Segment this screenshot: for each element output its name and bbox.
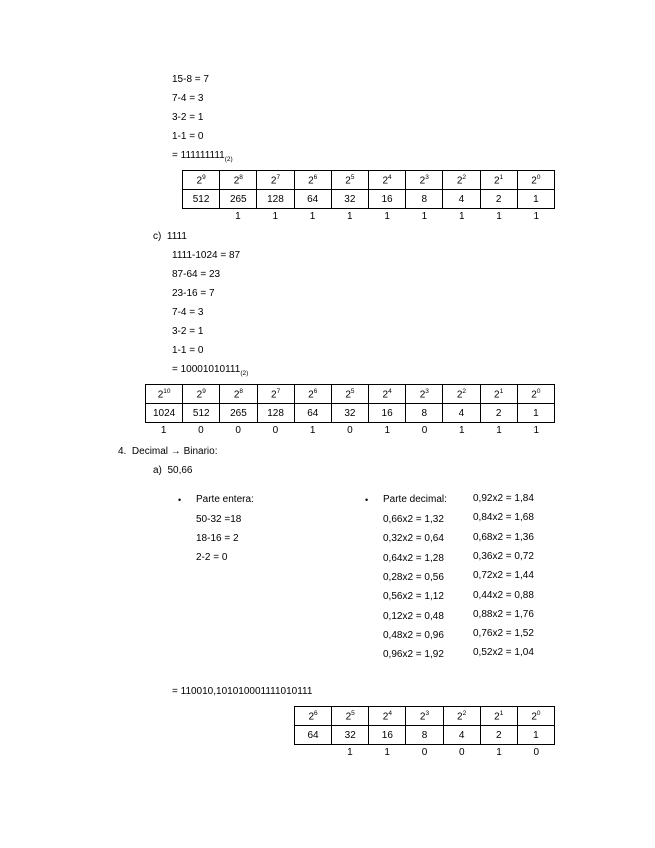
value-cell: 265 xyxy=(220,404,257,423)
bit-digit: 1 xyxy=(309,211,316,222)
power-base: 2 xyxy=(531,175,537,187)
power-cell xyxy=(331,171,368,190)
power-exponent: 4 xyxy=(388,173,392,181)
value-cell: 32 xyxy=(331,190,368,209)
bit-digit xyxy=(294,747,331,758)
value-cell: 64 xyxy=(294,190,331,209)
bit-digit: 1 xyxy=(458,211,465,222)
powers-table xyxy=(145,384,555,423)
power-base: 2 xyxy=(382,711,389,723)
value-cell: 32 xyxy=(331,404,368,423)
power-base: 2 xyxy=(382,389,389,401)
item-value: 1111 xyxy=(166,231,187,242)
value-cell: 4 xyxy=(443,404,480,423)
bit-digit: 0 xyxy=(347,425,353,436)
power-exponent: 2 xyxy=(462,709,467,717)
bit-digit: 1 xyxy=(309,425,316,436)
value-cell: 265 xyxy=(220,190,257,209)
bit-digit: 1 xyxy=(496,747,502,758)
bit-digit: 1 xyxy=(160,425,167,436)
power-cell xyxy=(368,171,405,190)
bit-digit xyxy=(182,211,219,222)
value-cell: 2 xyxy=(480,726,517,745)
calc-line: 1-1 = 0 xyxy=(172,345,204,356)
decimal-step: 0,64x2 = 1,28 xyxy=(383,552,444,564)
calc-line: 15-8 = 7 xyxy=(172,74,209,85)
bit-digit: 1 xyxy=(347,747,353,758)
bits-row xyxy=(182,211,555,222)
power-base: 2 xyxy=(494,175,500,187)
decimal-step: 0,72x2 = 1,44 xyxy=(473,570,534,582)
power-base: 2 xyxy=(157,389,164,401)
power-cell xyxy=(331,385,368,404)
bit-digit: 1 xyxy=(421,211,428,222)
power-exponent: 3 xyxy=(425,709,430,717)
value-cell: 64 xyxy=(294,404,331,423)
bit-digit: 0 xyxy=(421,747,428,758)
calc-line: 50-32 =18 xyxy=(196,514,242,525)
powers-row xyxy=(295,707,555,726)
power-base: 2 xyxy=(457,711,463,723)
power-exponent: 4 xyxy=(388,387,392,395)
calc-line: 7-4 = 3 xyxy=(172,93,204,104)
power-base: 2 xyxy=(271,389,277,401)
item-value: 50,66 xyxy=(167,465,193,476)
calc-line: 18-16 = 2 xyxy=(196,533,239,544)
power-cell xyxy=(480,707,517,726)
decimal-step: 0,76x2 = 1,52 xyxy=(473,628,534,640)
bullet-icon: • xyxy=(365,495,369,505)
value-cell: 4 xyxy=(443,726,480,745)
power-exponent: 0 xyxy=(536,709,541,717)
calc-line: 23-16 = 7 xyxy=(172,288,215,299)
item-c xyxy=(153,231,187,243)
value-cell: 1 xyxy=(517,190,554,209)
power-cell xyxy=(406,171,443,190)
calc-line: 3-2 = 1 xyxy=(172,112,204,123)
section-heading xyxy=(118,446,218,458)
value-cell: 1 xyxy=(517,404,554,423)
item-label: c) xyxy=(153,231,162,242)
bit-digit: 1 xyxy=(235,211,241,222)
power-exponent: 5 xyxy=(351,709,355,717)
bits-row xyxy=(294,747,555,758)
power-base: 2 xyxy=(531,389,537,401)
power-exponent: 6 xyxy=(314,709,318,717)
value-cell: 512 xyxy=(183,190,220,209)
bit-digit: 1 xyxy=(384,747,390,758)
power-cell xyxy=(294,385,331,404)
decimal-step: 0,12x2 = 0,48 xyxy=(383,610,444,622)
power-exponent: 7 xyxy=(276,173,281,181)
power-exponent: 9 xyxy=(202,387,206,395)
power-cell xyxy=(183,385,220,404)
value-cell: 64 xyxy=(295,726,332,745)
value-cell: 16 xyxy=(368,190,405,209)
power-base: 2 xyxy=(270,175,277,187)
calc-line: 7-4 = 3 xyxy=(172,307,204,318)
decimal-step: 0,48x2 = 0,96 xyxy=(383,629,444,641)
item-label: a) xyxy=(153,465,162,476)
power-base: 2 xyxy=(456,175,463,187)
power-exponent: 2 xyxy=(462,387,467,395)
parte-decimal-title: Parte decimal: xyxy=(383,494,447,505)
value-cell: 4 xyxy=(443,190,480,209)
power-base: 2 xyxy=(345,389,351,401)
decimal-step: 0,52x2 = 1,04 xyxy=(473,647,534,659)
bit-digit: 0 xyxy=(198,425,204,436)
calc-line: 87-64 = 23 xyxy=(172,269,221,280)
power-base: 2 xyxy=(345,711,352,723)
calc-line: 1111-1024 = 87 xyxy=(172,250,241,261)
result-base: (2) xyxy=(224,156,233,163)
power-exponent: 8 xyxy=(239,387,244,395)
power-exponent: 5 xyxy=(350,387,355,395)
value-cell: 32 xyxy=(332,726,369,745)
power-base: 2 xyxy=(233,389,240,401)
decimal-step: 0,96x2 = 1,92 xyxy=(383,649,444,661)
value-cell: 1024 xyxy=(146,404,183,423)
power-exponent: 9 xyxy=(202,173,206,181)
powers-table xyxy=(182,170,555,209)
power-cell xyxy=(257,385,294,404)
bit-digit: 0 xyxy=(235,425,241,436)
powers-table xyxy=(294,706,555,745)
parte-entera-title: Parte entera: xyxy=(196,494,254,505)
values-row xyxy=(146,404,555,423)
bit-digit: 1 xyxy=(496,211,502,222)
value-cell: 2 xyxy=(480,404,517,423)
power-cell xyxy=(443,707,480,726)
power-base: 2 xyxy=(345,175,351,187)
section-number: 4. xyxy=(118,446,127,457)
power-base: 2 xyxy=(494,389,500,401)
power-base: 2 xyxy=(308,711,315,723)
calc-line: 1-1 = 0 xyxy=(172,131,204,142)
power-cell xyxy=(406,385,443,404)
decimal-step: 0,44x2 = 0,88 xyxy=(473,589,534,601)
decimal-step: 0,66x2 = 1,32 xyxy=(383,514,444,525)
power-cell xyxy=(220,171,257,190)
section-title: Decimal → Binario: xyxy=(131,446,218,457)
bit-digit: 0 xyxy=(272,425,279,436)
value-cell: 1 xyxy=(517,726,554,745)
decimal-step: 0,84x2 = 1,68 xyxy=(473,512,534,524)
value-cell: 8 xyxy=(406,404,443,423)
item-a xyxy=(153,465,193,477)
power-cell xyxy=(443,385,480,404)
power-base: 2 xyxy=(233,175,240,187)
decimal-step: 0,88x2 = 1,76 xyxy=(473,608,534,620)
bit-digit: 1 xyxy=(347,211,353,222)
power-exponent: 0 xyxy=(536,387,541,395)
power-base: 2 xyxy=(308,175,314,187)
value-cell: 128 xyxy=(257,404,294,423)
result-value: = 111111111 xyxy=(172,150,225,161)
bits-row xyxy=(145,425,555,436)
power-cell xyxy=(480,385,517,404)
power-exponent: 1 xyxy=(499,709,504,717)
power-cell xyxy=(480,171,517,190)
result-line xyxy=(172,364,248,380)
power-exponent: 1 xyxy=(499,173,504,181)
power-base: 2 xyxy=(531,711,537,723)
power-exponent: 6 xyxy=(313,387,318,395)
power-cell xyxy=(517,707,554,726)
power-base: 2 xyxy=(196,175,203,187)
power-base: 2 xyxy=(456,389,463,401)
power-exponent: 8 xyxy=(239,173,243,181)
power-cell xyxy=(517,385,554,404)
bit-digit: 1 xyxy=(533,425,540,436)
power-base: 2 xyxy=(308,389,314,401)
value-cell: 2 xyxy=(480,190,517,209)
power-cell xyxy=(443,171,480,190)
calc-line: 2-2 = 0 xyxy=(196,552,228,563)
power-cell xyxy=(295,707,332,726)
power-cell xyxy=(257,171,294,190)
value-cell: 8 xyxy=(406,190,443,209)
final-result: = 110010,101010001111010111 xyxy=(172,686,313,697)
power-exponent: 0 xyxy=(536,173,541,181)
bit-digit: 1 xyxy=(384,211,390,222)
power-base: 2 xyxy=(382,175,388,187)
result-line xyxy=(172,150,233,166)
power-exponent: 7 xyxy=(276,387,281,395)
bit-digit: 1 xyxy=(272,211,279,222)
power-exponent: 2 xyxy=(462,173,466,181)
powers-row xyxy=(183,171,555,190)
power-cell xyxy=(220,385,257,404)
power-exponent: 1 xyxy=(499,387,504,395)
power-exponent: 3 xyxy=(425,173,429,181)
value-cell: 8 xyxy=(406,726,443,745)
values-row xyxy=(183,190,555,209)
power-base: 2 xyxy=(419,389,426,401)
bullet-icon: • xyxy=(178,495,182,505)
value-cell: 128 xyxy=(257,190,294,209)
power-exponent: 6 xyxy=(313,173,318,181)
power-base: 2 xyxy=(196,389,203,401)
decimal-step: 0,28x2 = 0,56 xyxy=(383,571,444,583)
power-cell xyxy=(146,385,183,404)
bit-digit: 0 xyxy=(533,747,540,758)
bit-digit: 0 xyxy=(458,747,465,758)
bit-digit: 1 xyxy=(533,211,540,222)
bit-digit: 1 xyxy=(384,425,390,436)
power-cell xyxy=(369,707,406,726)
calc-line: 3-2 = 1 xyxy=(172,326,204,337)
power-cell xyxy=(369,385,406,404)
bit-digit: 0 xyxy=(421,425,428,436)
power-exponent: 5 xyxy=(350,173,355,181)
result-base: (2) xyxy=(240,370,249,377)
decimal-step: 0,36x2 = 0,72 xyxy=(473,550,534,562)
power-cell xyxy=(294,171,331,190)
power-base: 2 xyxy=(419,711,426,723)
decimal-step: 0,68x2 = 1,36 xyxy=(473,531,534,543)
values-row xyxy=(295,726,555,745)
power-cell xyxy=(183,171,220,190)
bit-digit: 1 xyxy=(496,425,502,436)
power-base: 2 xyxy=(419,175,426,187)
decimal-step: 0,56x2 = 1,12 xyxy=(383,591,444,603)
value-cell: 16 xyxy=(369,404,406,423)
decimal-step: 0,92x2 = 1,84 xyxy=(473,493,534,504)
power-cell xyxy=(332,707,369,726)
power-exponent: 3 xyxy=(425,387,429,395)
value-cell: 16 xyxy=(369,726,406,745)
result-value: = 10001010111 xyxy=(172,364,241,375)
value-cell: 512 xyxy=(183,404,220,423)
bit-digit: 1 xyxy=(458,425,465,436)
power-exponent: 10 xyxy=(163,387,171,395)
power-cell xyxy=(406,707,443,726)
power-base: 2 xyxy=(494,711,500,723)
powers-row xyxy=(146,385,555,404)
power-exponent: 4 xyxy=(388,709,392,717)
power-cell xyxy=(517,171,554,190)
decimal-step: 0,32x2 = 0,64 xyxy=(383,533,444,545)
